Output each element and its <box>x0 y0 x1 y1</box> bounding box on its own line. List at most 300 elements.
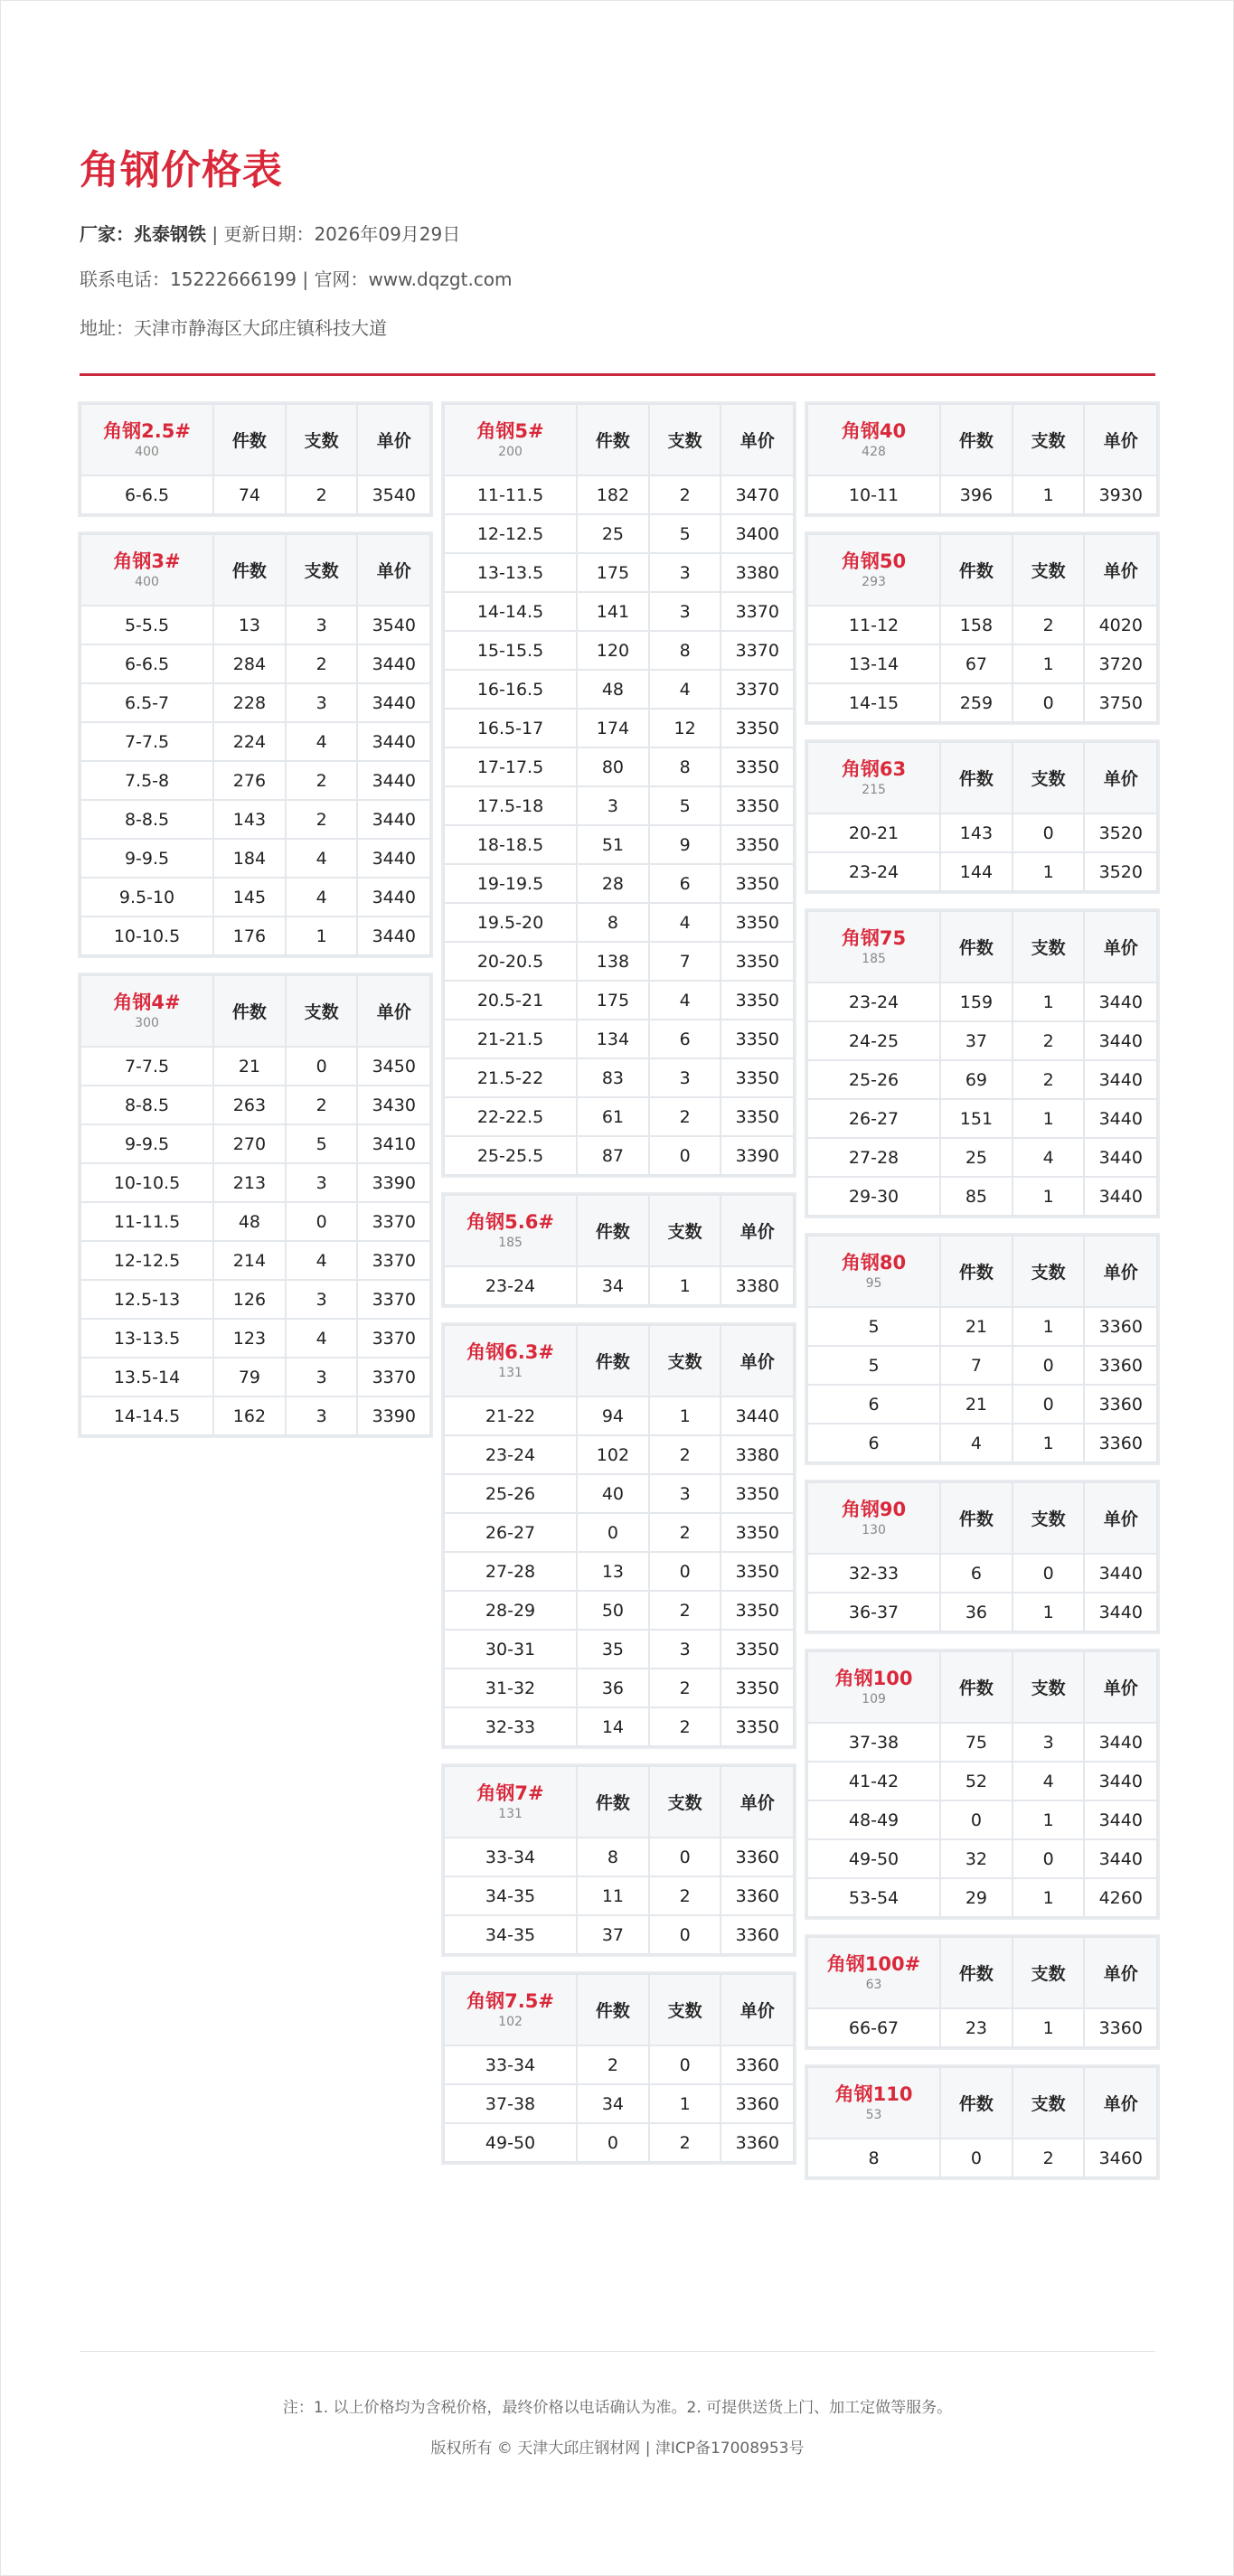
price-cell: 3350 <box>721 864 794 903</box>
count-cell: 35 <box>577 1630 649 1669</box>
count-cell: 36 <box>577 1669 649 1707</box>
price-cell: 3440 <box>1084 1060 1157 1099</box>
price-table <box>806 533 1158 723</box>
pieces-cell: 4 <box>286 1319 358 1358</box>
price-table <box>806 1650 1158 1918</box>
pieces-cell: 4 <box>649 981 721 1020</box>
pieces-cell: 2 <box>286 644 358 683</box>
count-cell: 21 <box>940 1307 1013 1346</box>
spec-cell: 13-13.5 <box>80 1319 213 1358</box>
count-cell: 0 <box>940 1800 1013 1839</box>
count-cell: 51 <box>577 825 649 864</box>
spec-cell: 49-50 <box>807 1839 940 1878</box>
count-cell: 36 <box>940 1593 1013 1631</box>
spec-cell: 11-11.5 <box>444 475 577 514</box>
count-cell: 174 <box>577 709 649 747</box>
spec-cell: 6-6.5 <box>80 475 213 514</box>
phone-number: 15222666199 <box>170 268 297 290</box>
price-cell: 3540 <box>357 606 430 644</box>
pieces-cell: 1 <box>1013 2008 1085 2047</box>
group-subtitle: 131 <box>498 1806 523 1821</box>
price-column-3 <box>806 403 1158 2196</box>
price-cell: 3430 <box>357 1086 430 1124</box>
table-row <box>807 2008 1157 2047</box>
table-row <box>807 982 1157 1021</box>
table-header-row <box>807 742 1157 813</box>
count-column-header: 件数 <box>577 1195 649 1266</box>
pieces-cell: 2 <box>649 475 721 514</box>
spec-cell: 20-20.5 <box>444 942 577 981</box>
table-group-header <box>80 404 213 475</box>
count-cell: 83 <box>577 1058 649 1097</box>
spec-cell: 22-22.5 <box>444 1097 577 1136</box>
count-cell: 182 <box>577 475 649 514</box>
table-group-header <box>807 404 940 475</box>
pieces-cell: 3 <box>286 1163 358 1202</box>
table-row <box>444 514 794 553</box>
count-cell: 214 <box>213 1241 286 1280</box>
group-name: 角钢5# <box>476 419 544 442</box>
table-header-row <box>80 534 430 606</box>
group-name: 角钢90 <box>841 1498 907 1520</box>
table-row <box>80 475 430 514</box>
table-row <box>80 1202 430 1241</box>
group-name: 角钢100# <box>826 1952 921 1975</box>
table-row <box>444 592 794 631</box>
pieces-column-header: 支数 <box>649 1325 721 1396</box>
pieces-cell: 2 <box>649 1876 721 1915</box>
pieces-cell: 8 <box>649 631 721 670</box>
count-cell: 143 <box>940 813 1013 852</box>
count-cell: 11 <box>577 1876 649 1915</box>
group-subtitle: 130 <box>862 1522 886 1537</box>
table-row <box>807 1346 1157 1385</box>
count-cell: 0 <box>577 1513 649 1552</box>
pieces-column-header: 支数 <box>1013 1482 1085 1554</box>
price-cell: 3350 <box>721 709 794 747</box>
group-name: 角钢4# <box>113 991 181 1013</box>
count-column-header: 件数 <box>940 1651 1013 1723</box>
spec-cell: 16.5-17 <box>444 709 577 747</box>
table-header-row <box>807 2067 1157 2139</box>
spec-cell: 34-35 <box>444 1915 577 1954</box>
pieces-cell: 2 <box>1013 606 1085 644</box>
spec-cell: 6 <box>807 1424 940 1462</box>
table-row <box>80 683 430 722</box>
pieces-column-header: 支数 <box>649 1974 721 2045</box>
pieces-column-header: 支数 <box>286 975 358 1047</box>
price-cell: 3360 <box>721 2123 794 2162</box>
address-label: 地址： <box>80 317 134 339</box>
pieces-cell: 4 <box>286 722 358 761</box>
pieces-column-header: 支数 <box>1013 534 1085 606</box>
table-row <box>80 917 430 955</box>
count-cell: 276 <box>213 761 286 800</box>
count-cell: 175 <box>577 553 649 592</box>
pieces-column-header: 支数 <box>649 1195 721 1266</box>
table-row <box>807 2139 1157 2177</box>
count-cell: 6 <box>940 1554 1013 1593</box>
count-cell: 69 <box>940 1060 1013 1099</box>
count-cell: 123 <box>213 1319 286 1358</box>
pieces-cell: 5 <box>649 786 721 825</box>
price-table <box>443 1973 795 2163</box>
pieces-cell: 2 <box>1013 1021 1085 1060</box>
table-row <box>444 1707 794 1746</box>
spec-cell: 13-14 <box>807 644 940 683</box>
pieces-column-header: 支数 <box>286 404 358 475</box>
footer-note: 注：1. 以上价格均为含税价格，最终价格以电话确认为准。2. 可提供送货上门、加工定做等服务。 <box>282 2399 953 2417</box>
spec-cell: 10-10.5 <box>80 1163 213 1202</box>
price-cell: 3350 <box>721 1552 794 1591</box>
price-cell: 3440 <box>357 722 430 761</box>
table-header-row <box>444 404 794 475</box>
pieces-cell: 9 <box>649 825 721 864</box>
price-cell: 3350 <box>721 1020 794 1058</box>
table-row <box>444 1474 794 1513</box>
pieces-cell: 7 <box>649 942 721 981</box>
pieces-column-header: 支数 <box>286 534 358 606</box>
count-cell: 158 <box>940 606 1013 644</box>
table-header-row <box>80 975 430 1047</box>
pieces-cell: 0 <box>1013 1385 1085 1424</box>
price-cell: 3360 <box>1084 2008 1157 2047</box>
count-cell: 13 <box>213 606 286 644</box>
count-cell: 25 <box>577 514 649 553</box>
table-row <box>444 864 794 903</box>
footer-copyright: 版权所有 © 天津大邱庄钢材网 | 津ICP备17008953号 <box>430 2440 805 2458</box>
spec-cell: 9-9.5 <box>80 1124 213 1163</box>
count-column-header: 件数 <box>940 404 1013 475</box>
pieces-cell: 5 <box>649 514 721 553</box>
spec-cell: 23-24 <box>807 982 940 1021</box>
count-cell: 74 <box>213 475 286 514</box>
table-group-header <box>807 534 940 606</box>
price-cell: 3350 <box>721 786 794 825</box>
table-row <box>80 644 430 683</box>
group-subtitle: 428 <box>862 444 886 459</box>
spec-cell: 12.5-13 <box>80 1280 213 1319</box>
price-column-header: 单价 <box>1084 1236 1157 1307</box>
pieces-cell: 0 <box>286 1202 358 1241</box>
table-row <box>444 1396 794 1435</box>
count-cell: 259 <box>940 683 1013 722</box>
price-cell: 3370 <box>357 1241 430 1280</box>
spec-cell: 14-15 <box>807 683 940 722</box>
table-row <box>444 1630 794 1669</box>
price-cell: 3930 <box>1084 475 1157 514</box>
count-cell: 80 <box>577 747 649 786</box>
table-header-row <box>807 404 1157 475</box>
group-name: 角钢5.6# <box>466 1210 554 1233</box>
pieces-cell: 2 <box>649 2123 721 2162</box>
pieces-column-header: 支数 <box>1013 911 1085 982</box>
table-row <box>80 1163 430 1202</box>
count-column-header: 件数 <box>577 1974 649 2045</box>
table-row <box>80 800 430 839</box>
price-table <box>80 403 431 515</box>
table-row <box>807 606 1157 644</box>
price-table <box>80 974 431 1436</box>
spec-cell: 8-8.5 <box>80 800 213 839</box>
pieces-column-header: 支数 <box>1013 2067 1085 2139</box>
price-cell: 3350 <box>721 942 794 981</box>
spec-cell: 16-16.5 <box>444 670 577 709</box>
group-name: 角钢2.5# <box>103 419 191 442</box>
spec-cell: 5 <box>807 1307 940 1346</box>
pieces-cell: 5 <box>286 1124 358 1163</box>
table-row <box>444 1669 794 1707</box>
address-line <box>80 315 1155 341</box>
pieces-cell: 0 <box>1013 813 1085 852</box>
table-row <box>444 1136 794 1175</box>
count-cell: 37 <box>940 1021 1013 1060</box>
pieces-cell: 12 <box>649 709 721 747</box>
group-name: 角钢7# <box>476 1782 544 1804</box>
count-cell: 79 <box>213 1358 286 1396</box>
pieces-cell: 0 <box>1013 683 1085 722</box>
group-subtitle: 185 <box>498 1235 523 1250</box>
count-cell: 13 <box>577 1552 649 1591</box>
page-title: 角钢价格表 <box>80 147 283 193</box>
table-row <box>80 1358 430 1396</box>
price-cell: 3370 <box>721 631 794 670</box>
pieces-column-header: 支数 <box>1013 404 1085 475</box>
price-cell: 3440 <box>357 683 430 722</box>
pieces-cell: 0 <box>649 1915 721 1954</box>
price-cell: 3370 <box>721 592 794 631</box>
table-row <box>80 1124 430 1163</box>
spec-cell: 25-26 <box>807 1060 940 1099</box>
count-cell: 25 <box>940 1138 1013 1177</box>
spec-cell: 33-34 <box>444 1838 577 1876</box>
pieces-cell: 1 <box>1013 475 1085 514</box>
count-cell: 32 <box>940 1839 1013 1878</box>
price-cell: 3440 <box>1084 1723 1157 1762</box>
spec-cell: 26-27 <box>807 1099 940 1138</box>
table-row <box>444 1058 794 1097</box>
pieces-cell: 4 <box>286 878 358 917</box>
price-column-header: 单价 <box>1084 1482 1157 1554</box>
count-cell: 61 <box>577 1097 649 1136</box>
pieces-column-header: 支数 <box>649 404 721 475</box>
price-cell: 3390 <box>721 1136 794 1175</box>
price-cell: 3440 <box>1084 1177 1157 1216</box>
table-row <box>444 786 794 825</box>
count-cell: 4 <box>940 1424 1013 1462</box>
count-column-header: 件数 <box>940 911 1013 982</box>
spec-cell: 19.5-20 <box>444 903 577 942</box>
group-subtitle: 215 <box>862 782 886 797</box>
price-cell: 3720 <box>1084 644 1157 683</box>
table-row <box>807 1060 1157 1099</box>
pieces-cell: 8 <box>649 747 721 786</box>
site-label: | 官网： <box>296 268 369 290</box>
pieces-cell: 1 <box>1013 1307 1085 1346</box>
pieces-cell: 4 <box>286 1241 358 1280</box>
price-column-header: 单价 <box>721 1766 794 1838</box>
table-row <box>807 1839 1157 1878</box>
price-table <box>806 910 1158 1217</box>
table-row <box>807 1424 1157 1462</box>
price-column-2 <box>443 403 795 2181</box>
pieces-cell: 0 <box>649 1136 721 1175</box>
count-cell: 75 <box>940 1723 1013 1762</box>
table-row <box>80 1047 430 1086</box>
count-column-header: 件数 <box>213 975 286 1047</box>
price-column-header: 单价 <box>357 404 430 475</box>
pieces-cell: 4 <box>1013 1138 1085 1177</box>
count-cell: 21 <box>213 1047 286 1086</box>
price-table <box>806 1936 1158 2048</box>
count-cell: 184 <box>213 839 286 878</box>
price-column-header: 单价 <box>1084 404 1157 475</box>
count-cell: 102 <box>577 1435 649 1474</box>
price-cell: 3750 <box>1084 683 1157 722</box>
price-cell: 3390 <box>357 1396 430 1435</box>
pieces-cell: 3 <box>649 1058 721 1097</box>
table-row <box>444 1552 794 1591</box>
count-cell: 396 <box>940 475 1013 514</box>
pieces-cell: 2 <box>649 1669 721 1707</box>
count-cell: 0 <box>577 2123 649 2162</box>
pieces-cell: 1 <box>1013 1878 1085 1917</box>
price-cell: 3460 <box>1084 2139 1157 2177</box>
table-row <box>444 1591 794 1630</box>
count-cell: 270 <box>213 1124 286 1163</box>
price-column-header: 单价 <box>1084 1937 1157 2008</box>
spec-cell: 27-28 <box>807 1138 940 1177</box>
price-column-header: 单价 <box>1084 742 1157 813</box>
pieces-cell: 1 <box>649 1396 721 1435</box>
count-cell: 34 <box>577 1266 649 1305</box>
pieces-cell: 4 <box>649 903 721 942</box>
count-column-header: 件数 <box>940 534 1013 606</box>
price-cell: 3440 <box>357 644 430 683</box>
site-link[interactable]: www.dqzgt.com <box>368 268 513 290</box>
table-group-header <box>444 1325 577 1396</box>
count-cell: 28 <box>577 864 649 903</box>
price-cell: 3360 <box>1084 1385 1157 1424</box>
price-column-header: 单价 <box>1084 911 1157 982</box>
pieces-cell: 2 <box>286 475 358 514</box>
spec-cell: 8-8.5 <box>80 1086 213 1124</box>
table-row <box>80 761 430 800</box>
price-cell: 3440 <box>1084 1021 1157 1060</box>
count-cell: 141 <box>577 592 649 631</box>
pieces-cell: 0 <box>649 1838 721 1876</box>
price-cell: 3390 <box>357 1163 430 1202</box>
count-column-header: 件数 <box>940 1482 1013 1554</box>
table-row <box>444 1435 794 1474</box>
table-header-row <box>807 1937 1157 2008</box>
count-cell: 263 <box>213 1086 286 1124</box>
count-column-header: 件数 <box>213 404 286 475</box>
table-row <box>807 1177 1157 1216</box>
table-row <box>807 1307 1157 1346</box>
table-group-header <box>807 1937 940 2008</box>
price-table <box>806 1481 1158 1632</box>
spec-cell: 31-32 <box>444 1669 577 1707</box>
count-cell: 138 <box>577 942 649 981</box>
spec-cell: 32-33 <box>807 1554 940 1593</box>
price-cell: 3440 <box>357 800 430 839</box>
count-column-header: 件数 <box>940 1236 1013 1307</box>
price-table <box>806 1235 1158 1463</box>
price-table <box>80 533 431 956</box>
pieces-cell: 4 <box>1013 1762 1085 1800</box>
price-table <box>806 2066 1158 2178</box>
count-cell: 284 <box>213 644 286 683</box>
spec-cell: 15-15.5 <box>444 631 577 670</box>
table-row <box>80 839 430 878</box>
table-group-header <box>807 2067 940 2139</box>
spec-cell: 23-24 <box>444 1266 577 1305</box>
price-cell: 3440 <box>1084 1800 1157 1839</box>
spec-cell: 5 <box>807 1346 940 1385</box>
table-row <box>444 2045 794 2084</box>
count-cell: 151 <box>940 1099 1013 1138</box>
spec-cell: 28-29 <box>444 1591 577 1630</box>
table-row <box>444 1513 794 1552</box>
count-cell: 213 <box>213 1163 286 1202</box>
table-row <box>444 475 794 514</box>
count-column-header: 件数 <box>940 742 1013 813</box>
count-cell: 2 <box>577 2045 649 2084</box>
table-row <box>80 1319 430 1358</box>
count-cell: 14 <box>577 1707 649 1746</box>
table-group-header <box>444 1766 577 1838</box>
price-cell: 3350 <box>721 1630 794 1669</box>
table-row <box>80 1241 430 1280</box>
table-header-row <box>807 1651 1157 1723</box>
pieces-cell: 6 <box>649 864 721 903</box>
table-row <box>807 1099 1157 1138</box>
table-group-header <box>444 1974 577 2045</box>
pieces-cell: 2 <box>1013 1060 1085 1099</box>
pieces-cell: 2 <box>1013 2139 1085 2177</box>
pieces-cell: 0 <box>1013 1554 1085 1593</box>
count-cell: 144 <box>940 852 1013 891</box>
price-cell: 3360 <box>721 1915 794 1954</box>
table-row <box>80 1086 430 1124</box>
group-subtitle: 109 <box>862 1691 886 1706</box>
price-cell: 3370 <box>357 1319 430 1358</box>
count-cell: 7 <box>940 1346 1013 1385</box>
pieces-column-header: 支数 <box>649 1766 721 1838</box>
table-row <box>807 644 1157 683</box>
table-row <box>807 1138 1157 1177</box>
spec-cell: 17-17.5 <box>444 747 577 786</box>
spec-cell: 17.5-18 <box>444 786 577 825</box>
maker-name: 兆泰钢铁 <box>134 223 206 245</box>
pieces-cell: 3 <box>649 1474 721 1513</box>
table-row <box>807 683 1157 722</box>
count-cell: 48 <box>213 1202 286 1241</box>
table-group-header <box>444 404 577 475</box>
table-row <box>444 981 794 1020</box>
spec-cell: 7-7.5 <box>80 722 213 761</box>
price-column-header: 单价 <box>1084 534 1157 606</box>
table-row <box>80 722 430 761</box>
spec-cell: 14-14.5 <box>80 1396 213 1435</box>
table-group-header <box>807 1236 940 1307</box>
price-column-header: 单价 <box>721 1325 794 1396</box>
table-group-header <box>80 975 213 1047</box>
count-cell: 145 <box>213 878 286 917</box>
pieces-cell: 2 <box>649 1591 721 1630</box>
price-cell: 3410 <box>357 1124 430 1163</box>
